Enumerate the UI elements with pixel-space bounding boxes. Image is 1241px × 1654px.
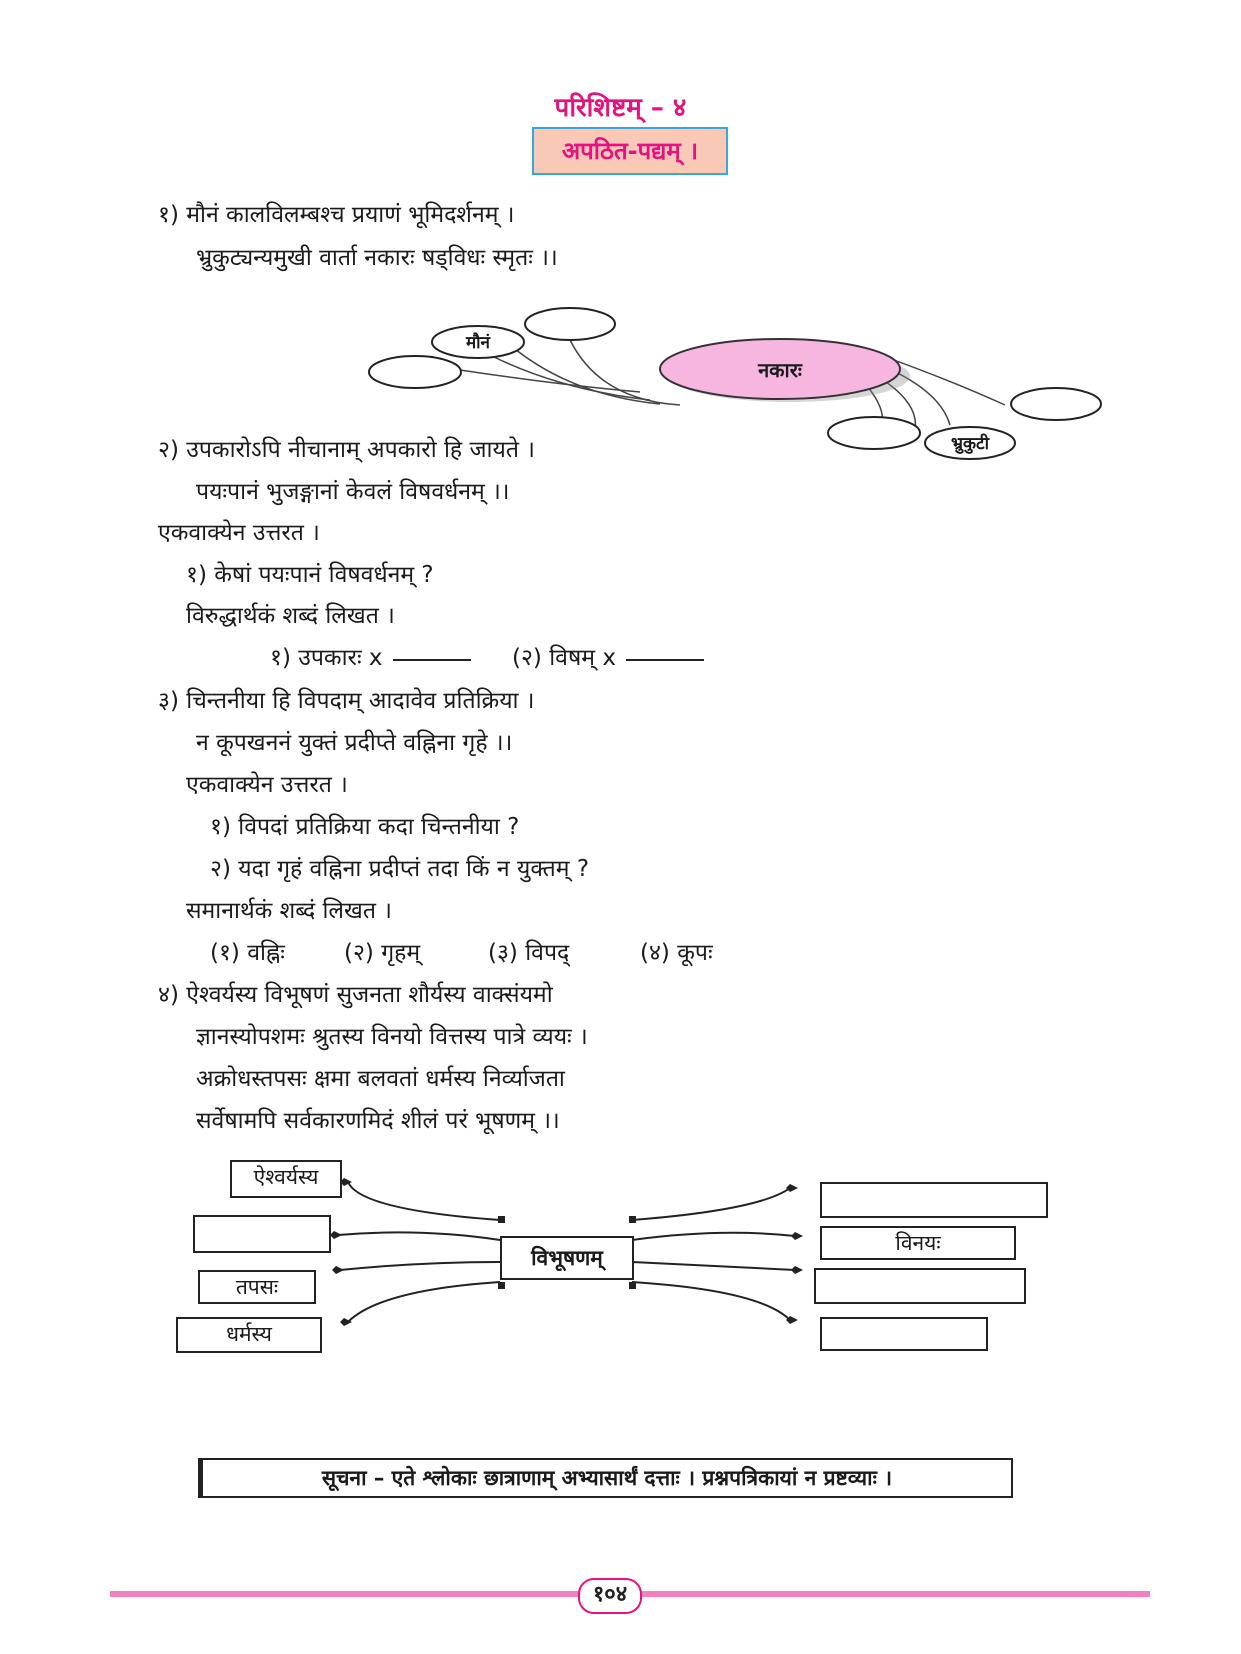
q3-synonym-1: (१) वह्निः (210, 940, 285, 966)
q1-verse-line1: १) मौनं कालविलम्बश्च प्रयाणं भूमिदर्शनम् । (158, 202, 515, 228)
left-box-1: ऐश्वर्यस्य (230, 1160, 342, 1198)
q2-instruction-2: विरुद्धार्थकं शब्दं लिखत । (186, 603, 395, 629)
q2-verse-line2: पयःपानं भुजङ्गानां केवलं विषवर्धनम् ।। (196, 479, 510, 505)
right-box-1 (820, 1182, 1048, 1218)
q4-verse-line1: ४) ऐश्वर्यस्य विभूषणं सुजनता शौर्यस्य वाक्संयमो (158, 982, 553, 1008)
page-title: परिशिष्टम् – ४ (554, 93, 687, 123)
right-box-4 (820, 1317, 988, 1351)
mounam-label: मौनं (465, 333, 490, 353)
q2-antonym-1: १) उपकारः x (270, 643, 471, 673)
q2-instruction-1: एकवाक्येन उत्तरत । (158, 520, 320, 546)
q3-synonym-3: (३) विपद् (488, 940, 570, 966)
q4-verse-line2: ज्ञानस्योपशमः श्रुतस्य विनयो वित्तस्य पात्रे व्ययः । (196, 1024, 588, 1050)
q3-synonym-2: (२) गृहम् (344, 940, 421, 966)
nakara-label: नकारः (758, 358, 802, 382)
q2-question-1: १) केषां पयःपानं विषवर्धनम् ? (186, 562, 434, 588)
q4-verse-line4: सर्वेषामपि सर्वकारणमिदं शीलं परं भूषणम् ।। (196, 1108, 560, 1134)
q3-question-2: २) यदा गृहं वह्निना प्रदीप्तं तदा किं न युक्तम् ? (210, 856, 590, 882)
q3-verse-line2: न कूपखननं युक्तं प्रदीप्ते वह्निना गृहे ।। (196, 730, 513, 756)
q3-instruction-1: एकवाक्येन उत्तरत । (186, 772, 348, 798)
page-number: १०४ (578, 1578, 642, 1614)
section-subtitle: अपठित-पद्यम् । (532, 127, 728, 175)
q2-verse-line1: २) उपकारोऽपि नीचानाम् अपकारो हि जायते । (158, 437, 535, 463)
left-box-3: तपसः (198, 1270, 316, 1304)
q4-verse-line3: अक्रोधस्तपसः क्षमा बलवतां धर्मस्य निर्व्याजता (196, 1066, 565, 1092)
center-box: विभूषणम् (500, 1236, 634, 1280)
left-box-4: धर्मस्य (176, 1317, 322, 1353)
right-box-2: विनयः (820, 1226, 1016, 1260)
q3-synonym-4: (४) कूपः (640, 940, 713, 966)
right-box-3 (814, 1268, 1026, 1304)
q1-verse-line2: भ्रुकुट्यन्यमुखी वार्ता नकारः षड्विधः स्मृतः ।। (196, 245, 558, 271)
instruction-note: सूचना – एते श्लोकाः छात्राणाम् अभ्यासार्थं दत्ताः । प्रश्नपत्रिकायां न प्रष्टव्याः । (198, 1458, 1013, 1498)
q3-instruction-2: समानार्थकं शब्दं लिखत । (186, 898, 392, 924)
left-box-2 (193, 1215, 331, 1253)
q2-antonym-2: (२) विषम् x (512, 643, 704, 673)
q3-verse-line1: ३) चिन्तनीया हि विपदाम् आदावेव प्रतिक्रिया । (158, 688, 535, 714)
q3-question-1: १) विपदां प्रतिक्रिया कदा चिन्तनीया ? (210, 814, 520, 840)
bhrukuti-label: भ्रुकुटी (951, 434, 989, 454)
